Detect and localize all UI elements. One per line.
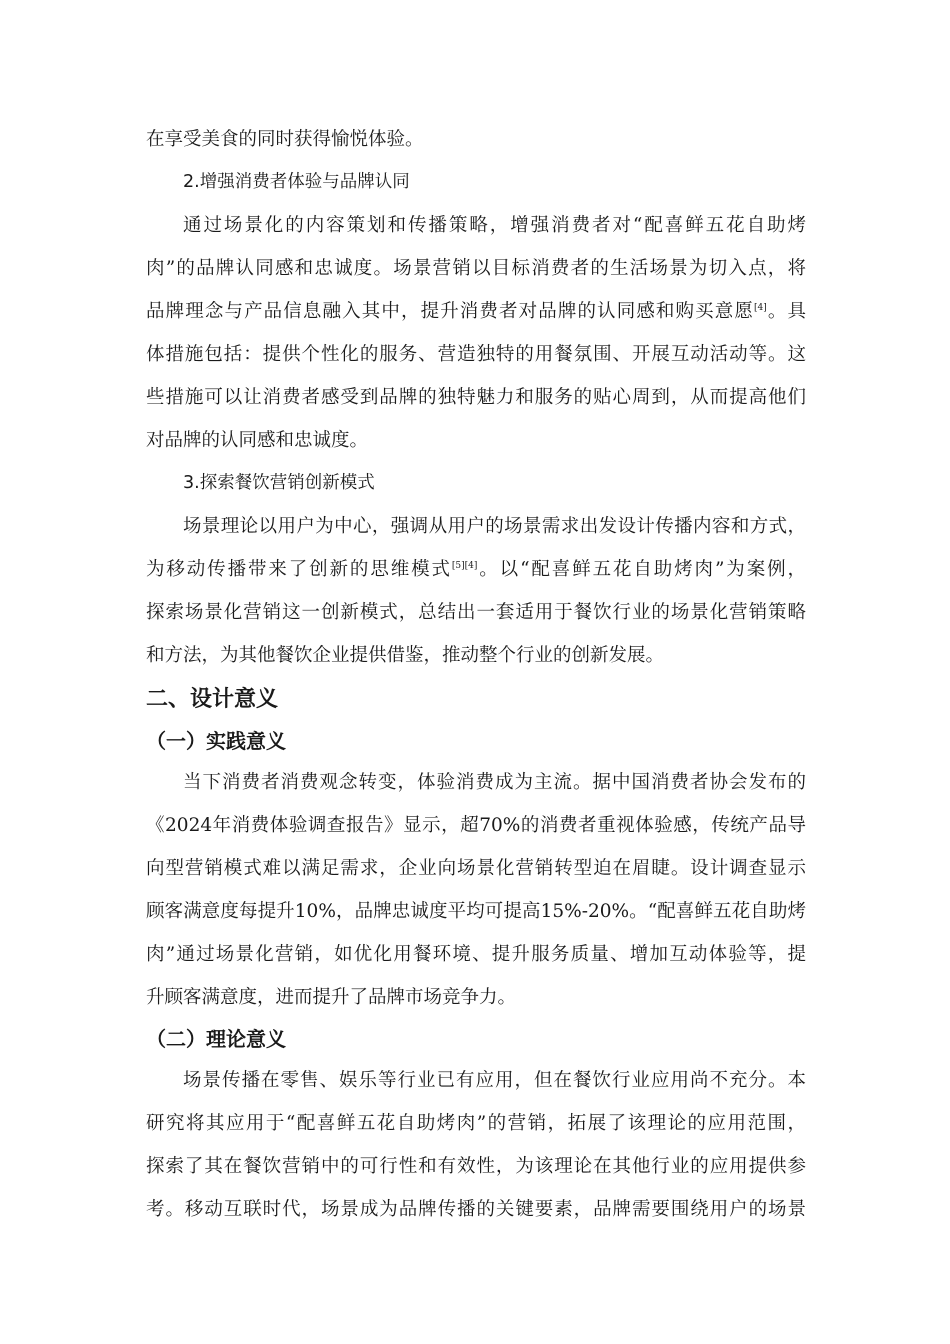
- paragraph-line: 肉”的品牌认同感和忠诚度。场景营销以目标消费者的生活场景为切入点，将: [146, 258, 806, 279]
- paragraph-line: 场景传播在零售、娱乐等行业已有应用，但在餐饮行业应用尚不充分。本: [183, 1070, 806, 1091]
- paragraph-line: [146, 290, 806, 333]
- paragraph-line: 和方法，为其他餐饮企业提供借鉴，推动整个行业的创新发展。: [146, 645, 665, 666]
- paragraph-line: 探索了其在餐饮营销中的可行性和有效性，为该理论在其他行业的应用提供参: [146, 1156, 806, 1177]
- paragraph-line: 在享受美食的同时获得愉悦体验。: [146, 129, 424, 150]
- paragraph-line: 当下消费者消费观念转变，体验消费成为主流。据中国消费者协会发布的: [183, 772, 806, 793]
- subheading-enhance-experience: 2.增强消费者体验与品牌认同: [183, 172, 410, 192]
- citation-ref: [4]: [754, 303, 767, 313]
- paragraph-line: 顾客满意度每提升10%，品牌忠诚度平均可提高15%-20%。“配喜鲜五花自助烤: [146, 901, 806, 922]
- paragraph-line: 升顾客满意度，进而提升了品牌市场竞争力。: [146, 987, 517, 1008]
- paragraph-line: 研究将其应用于“配喜鲜五花自助烤肉”的营销，拓展了该理论的应用范围，: [146, 1113, 806, 1134]
- citation-ref: [5][4]: [451, 561, 478, 571]
- paragraph-line: 考。移动互联时代，场景成为品牌传播的关键要素，品牌需要围绕用户的场景: [146, 1199, 806, 1220]
- section-heading-theoretical: （二）理论意义: [146, 1027, 286, 1051]
- chapter-heading: 二、设计意义: [146, 687, 279, 712]
- paragraph-text: 。以“配喜鲜五花自助烤肉”为案例，: [477, 559, 806, 580]
- document-page: [146, 118, 806, 1231]
- paragraph-line: 《2024年消费体验调查报告》显示，超70%的消费者重视体验感，传统产品导: [146, 815, 806, 836]
- section-heading-practical: （一）实践意义: [146, 729, 286, 753]
- paragraph-line: 对品牌的认同感和忠诚度。: [146, 430, 369, 451]
- paragraph-text: 为移动传播带来了创新的思维模式: [146, 559, 452, 580]
- paragraph-line: 向型营销模式难以满足需求，企业向场景化营销转型迫在眉睫。设计调查显示: [146, 858, 806, 879]
- paragraph-text: 品牌理念与产品信息融入其中，提升消费者对品牌的认同感和购买意愿: [146, 301, 754, 322]
- paragraph-line: 肉”通过场景化营销，如优化用餐环境、提升服务质量、增加互动体验等，提: [146, 944, 806, 965]
- paragraph-line: 些措施可以让消费者感受到品牌的独特魅力和服务的贴心周到，从而提高他们: [146, 387, 806, 408]
- paragraph-line: 探索场景化营销这一创新模式，总结出一套适用于餐饮行业的场景化营销策略: [146, 602, 806, 623]
- paragraph-text: 。具: [766, 301, 806, 322]
- subheading-explore-innovation: 3.探索餐饮营销创新模式: [183, 473, 375, 493]
- paragraph-line: 通过场景化的内容策划和传播策略，增强消费者对“配喜鲜五花自助烤: [183, 215, 806, 236]
- paragraph-line: 场景理论以用户为中心，强调从用户的场景需求出发设计传播内容和方式，: [183, 516, 806, 537]
- paragraph-line: [146, 548, 806, 591]
- paragraph-line: 体措施包括：提供个性化的服务、营造独特的用餐氛围、开展互动活动等。这: [146, 344, 806, 365]
